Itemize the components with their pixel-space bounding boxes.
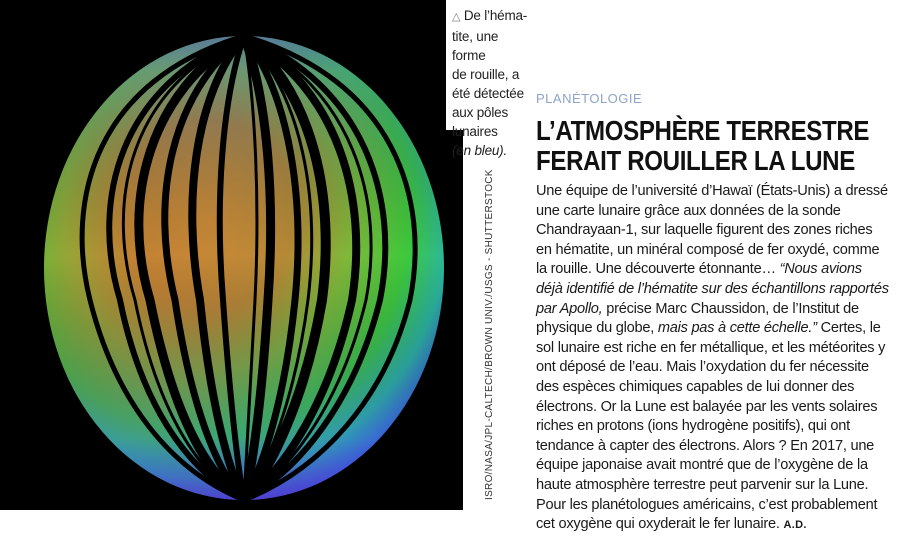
- quote: mais pas à cette échelle.”: [657, 320, 817, 337]
- caption-line: lunaires: [452, 124, 498, 139]
- moon-map-image: [0, 0, 463, 510]
- caption-line: aux pôles: [452, 105, 508, 120]
- author-signature: A.D.: [783, 519, 807, 532]
- caption-line: été détectée: [452, 86, 524, 101]
- moon-hematite-map-photo: [0, 0, 463, 510]
- photo-credit: ISRO/NASA/JPL-CALTECH/BROWN UNIV./USGS - SHUTTERSTOCK: [484, 169, 495, 500]
- caption-line: de rouille, a: [452, 67, 520, 82]
- article-rubric: PLANÉTOLOGIE: [536, 91, 643, 106]
- caption-line: De l’héma-: [463, 8, 528, 23]
- body-text: Certes, le sol lunaire est riche en fer métallique, et les météorites y ont déposé de l’eau. Mais l’oxydation du fer nécessite des espèces chimiques capables de lui donner des électrons. Or la Lune est balayée par les vents solaires riches en protons (ions hydrogène positifs), qui ont tendance à capter des électrons. Alors ? En 2017, une équipe japonaise avait montré que de l’oxygène de la haute atmosphère terrestre peut parvenir sur la Lune. Pour les planétologues américains, c’est probablement cet oxygène qui oxyderait le fer lunaire.: [536, 320, 886, 533]
- caption-triangle-icon: △: [452, 11, 461, 23]
- article-title-line: FERAIT ROUILLER LA LUNE: [536, 145, 855, 176]
- caption-line: (en bleu).: [452, 143, 508, 158]
- body-text: Une équipe de l’université d’Hawaï (États-Unis) a dressé une carte lunaire grâce aux données de la sonde Chandrayaan-1, sur laquelle figurent des zones riches en hématite, un minéral composé de fer oxydé, comme la rouille. Une découverte étonnante…: [536, 183, 888, 278]
- body-text: précise Marc Chaussidon, de l’Institut de physique du globe,: [536, 300, 859, 337]
- article-body: [536, 182, 891, 536]
- quote: “Nous avions déjà identifié de l’hématite sur des échantillons rapportés par Apollo,: [536, 261, 889, 317]
- caption-line: tite, une forme: [452, 29, 499, 63]
- article-title-line: L’ATMOSPHÈRE TERRESTRE: [536, 115, 870, 146]
- photo-caption: [452, 6, 530, 160]
- article-title: [536, 116, 869, 176]
